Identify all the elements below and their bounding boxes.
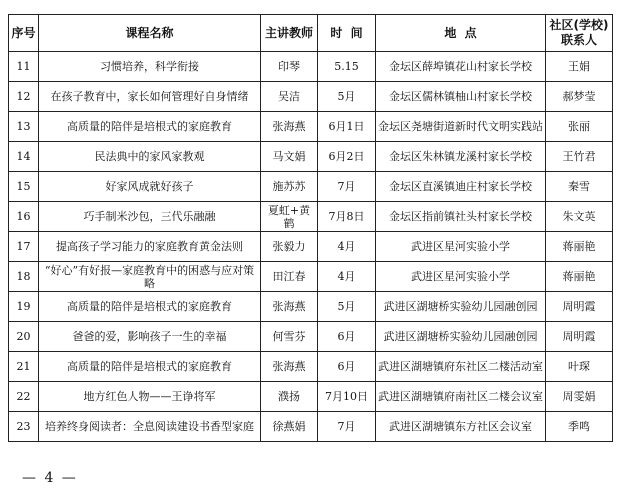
cell-course: 习惯培养，科学衔接 [39,52,261,82]
cell-time: 4月 [318,262,376,292]
cell-index: 19 [9,292,39,322]
table-row [9,202,613,232]
cell-teacher: 田江春 [261,262,318,292]
table-row [9,112,613,142]
cell-contact: 朱文英 [546,202,613,232]
cell-index: 21 [9,352,39,382]
cell-contact: 王娟 [546,52,613,82]
cell-teacher: 徐燕娟 [261,412,318,442]
cell-time: 6月 [318,352,376,382]
cell-course: 高质量的陪伴是培根式的家庭教育 [39,292,261,322]
cell-time: 6月1日 [318,112,376,142]
cell-index: 12 [9,82,39,112]
cell-course: 提高孩子学习能力的家庭教育黄金法则 [39,232,261,262]
cell-teacher: 张海燕 [261,352,318,382]
cell-time: 7月 [318,172,376,202]
cell-contact: 郝梦莹 [546,82,613,112]
cell-teacher: 马文娟 [261,142,318,172]
cell-teacher: 张海燕 [261,112,318,142]
cell-contact: 周明霞 [546,292,613,322]
cell-index: 22 [9,382,39,412]
table-row [9,412,613,442]
cell-teacher: 印琴 [261,52,318,82]
table-row [9,172,613,202]
cell-contact: 王竹君 [546,142,613,172]
cell-time: 5月 [318,292,376,322]
course-schedule-table [8,14,613,442]
cell-index: 18 [9,262,39,292]
table-row [9,322,613,352]
cell-location: 武进区湖塘镇府东社区二楼活动室 [376,352,546,382]
cell-time: 5月 [318,82,376,112]
cell-teacher: 施苏苏 [261,172,318,202]
cell-location: 金坛区指前镇社头村家长学校 [376,202,546,232]
cell-index: 23 [9,412,39,442]
cell-location: 金坛区朱林镇龙溪村家长学校 [376,142,546,172]
cell-time: 4月 [318,232,376,262]
cell-course: 巧手制米沙包，三代乐融融 [39,202,261,232]
cell-location: 金坛区直溪镇迪庄村家长学校 [376,172,546,202]
cell-location: 武进区湖塘镇府南社区二楼会议室 [376,382,546,412]
cell-location: 武进区湖塘桥实验幼儿园融创园 [376,292,546,322]
cell-course: 好家风成就好孩子 [39,172,261,202]
cell-course: 培养终身阅读者：全息阅读建设书香型家庭 [39,412,261,442]
cell-time: 7月8日 [318,202,376,232]
table-row [9,232,613,262]
page-number: — 4 — [22,470,78,486]
cell-index: 11 [9,52,39,82]
cell-contact: 周雯娟 [546,382,613,412]
cell-course: 地方红色人物——王诤将军 [39,382,261,412]
cell-teacher: 张海燕 [261,292,318,322]
table-header-row [9,15,613,52]
cell-index: 15 [9,172,39,202]
cell-time: 6月 [318,322,376,352]
cell-location: 武进区湖塘镇东方社区会议室 [376,412,546,442]
table-row [9,82,613,112]
cell-teacher: 张毅力 [261,232,318,262]
table-row [9,382,613,412]
cell-course: 在孩子教育中，家长如何管理好自身情绪 [39,82,261,112]
cell-teacher: 何雪芬 [261,322,318,352]
table-row [9,262,613,292]
cell-location: 武进区星河实验小学 [376,232,546,262]
cell-contact: 蒋丽艳 [546,232,613,262]
cell-course: 爸爸的爱，影响孩子一生的幸福 [39,322,261,352]
cell-course: “好心”有好报—家庭教育中的困惑与应对策略 [39,262,261,292]
cell-time: 5.15 [318,52,376,82]
cell-teacher: 濮扬 [261,382,318,412]
table-row [9,52,613,82]
header-location: 地 点 [376,15,546,52]
cell-contact: 张丽 [546,112,613,142]
table-row [9,292,613,322]
cell-course: 民法典中的家风家教观 [39,142,261,172]
cell-teacher: 吴洁 [261,82,318,112]
table-row [9,142,613,172]
header-contact: 社区(学校)联系人 [546,15,613,52]
header-course: 课程名称 [39,15,261,52]
cell-contact: 叶琛 [546,352,613,382]
cell-index: 17 [9,232,39,262]
cell-location: 金坛区尧塘街道新时代文明实践站 [376,112,546,142]
cell-course: 高质量的陪伴是培根式的家庭教育 [39,352,261,382]
cell-index: 13 [9,112,39,142]
cell-contact: 蒋丽艳 [546,262,613,292]
cell-contact: 季鸣 [546,412,613,442]
cell-index: 14 [9,142,39,172]
cell-location: 金坛区儒林镇柚山村家长学校 [376,82,546,112]
table-row [9,352,613,382]
cell-location: 武进区湖塘桥实验幼儿园融创园 [376,322,546,352]
header-index: 序号 [9,15,39,52]
cell-index: 16 [9,202,39,232]
cell-time: 7月10日 [318,382,376,412]
cell-contact: 秦雪 [546,172,613,202]
table-body [9,52,613,442]
cell-index: 20 [9,322,39,352]
header-time: 时 间 [318,15,376,52]
cell-contact: 周明霞 [546,322,613,352]
cell-time: 7月 [318,412,376,442]
cell-time: 6月2日 [318,142,376,172]
cell-teacher: 夏虹+黄鹤 [261,202,318,232]
header-teacher: 主讲教师 [261,15,318,52]
cell-course: 高质量的陪伴是培根式的家庭教育 [39,112,261,142]
cell-location: 金坛区薛埠镇花山村家长学校 [376,52,546,82]
cell-location: 武进区星河实验小学 [376,262,546,292]
